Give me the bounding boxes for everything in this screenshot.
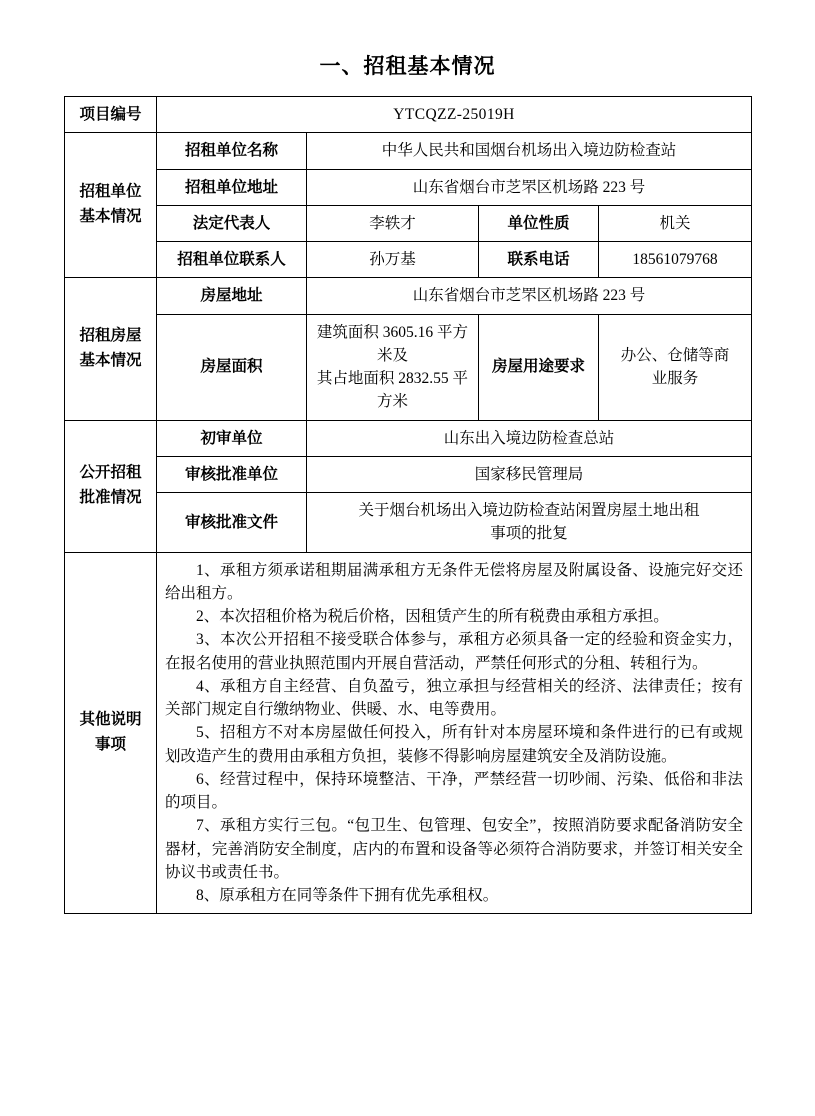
- house-use-value-line2: 业服务: [651, 370, 699, 387]
- landlord-name-value: 中华人民共和国烟台机场出入境边防检查站: [307, 133, 752, 169]
- table-row-legal-representative: [65, 205, 752, 241]
- project-code-value: YTCQZZ-25019H: [157, 97, 752, 133]
- legal-representative-value: 李轶才: [307, 205, 479, 241]
- house-address-label: 房屋地址: [157, 278, 307, 314]
- approval-document-line2: 事项的批复: [490, 525, 568, 543]
- house-use-value: [599, 314, 752, 420]
- contact-phone-value: 18561079768: [599, 242, 752, 278]
- landlord-section-label: [65, 133, 157, 278]
- table-row-first-review: [65, 420, 752, 456]
- approval-section-label-line1: 公开招租: [79, 464, 142, 482]
- house-address-value: 山东省烟台市芝罘区机场路 223 号: [307, 278, 752, 314]
- note-item: 3、本次公开招租不接受联合体参与，承租方必须具备一定的经验和资金实力，在报名使用的营业执照范围内开展自营活动，严禁任何形式的分租、转租行为。: [165, 631, 743, 672]
- table-row-house-area: [65, 314, 752, 420]
- house-section-label-line1: 招租房屋: [79, 327, 142, 345]
- table-row-project-code: [65, 97, 752, 133]
- approval-section-label-line2: 批准情况: [79, 489, 142, 506]
- project-code-label: 项目编号: [65, 97, 157, 133]
- contact-person-label: 招租单位联系人: [157, 242, 307, 278]
- house-area-label: 房屋面积: [157, 314, 307, 420]
- note-item: 2、本次招租价格为税后价格，因租赁产生的所有税费由承租方承担。: [196, 608, 669, 625]
- contact-phone-label: 联系电话: [479, 242, 599, 278]
- approval-document-line1: 关于烟台机场出入境边防检查站闲置房屋土地出租: [358, 502, 700, 519]
- page-title: 一、招租基本情况: [319, 54, 496, 78]
- landlord-address-value: 山东省烟台市芝罘区机场路 223 号: [307, 169, 752, 205]
- house-use-value-line1: 办公、仓储等商: [620, 346, 730, 364]
- house-section-label: [65, 278, 157, 420]
- landlord-name-label: 招租单位名称: [157, 133, 307, 169]
- house-area-line2: 其占地面积 2832.55 平方米: [316, 370, 469, 411]
- other-notes-label: [65, 552, 157, 914]
- table-row-landlord-name: [65, 133, 752, 169]
- first-review-label: 初审单位: [157, 420, 307, 456]
- note-item: 8、原承租方在同等条件下拥有优先承租权。: [196, 887, 499, 904]
- table-row-landlord-address: [65, 169, 752, 205]
- landlord-section-label-line1: 招租单位: [79, 183, 142, 201]
- table-row-contact: [65, 242, 752, 278]
- house-use-label: 房屋用途要求: [479, 314, 599, 420]
- note-item: 6、经营过程中，保持环境整洁、干净，严禁经营一切吵闹、污染、低俗和非法的项目。: [165, 770, 743, 811]
- landlord-section-label-line2: 基本情况: [79, 208, 142, 226]
- approval-section-label: [65, 420, 157, 552]
- approval-document-label: 审核批准文件: [157, 493, 307, 553]
- table-row-approval-document: [65, 493, 752, 553]
- unit-nature-value: 机关: [599, 205, 752, 241]
- note-item: 1、承租方须承诺租期届满承租方无条件无偿将房屋及附属设备、设施完好交还给出租方。: [165, 561, 743, 602]
- note-item: 4、承租方自主经营、自负盈亏，独立承担与经营相关的经济、法律责任；按有关部门规定自行缴纳物业、供暖、水、电等费用。: [165, 677, 743, 718]
- approver-value: 国家移民管理局: [307, 456, 752, 492]
- lease-info-table: [64, 96, 752, 914]
- first-review-value: 山东出入境边防检查总站: [307, 420, 752, 456]
- house-area-line1: 建筑面积 3605.16 平方米及: [316, 323, 469, 364]
- legal-representative-label: 法定代表人: [157, 205, 307, 241]
- approval-document-value: [307, 493, 752, 553]
- house-section-label-line2: 基本情况: [79, 351, 142, 369]
- approver-label: 审核批准单位: [157, 456, 307, 492]
- other-notes-content: [157, 552, 752, 914]
- table-row-approver: [65, 456, 752, 492]
- other-notes-label-line2: 事项: [94, 735, 126, 753]
- contact-person-value: 孙万基: [307, 242, 479, 278]
- note-item: 7、承租方实行三包。“包卫生、包管理、包安全”，按照消防要求配备消防安全器材，完善消防安全制度，店内的布置和设备等必须符合消防要求，并签订相关安全协议书或责任书。: [165, 817, 743, 881]
- table-row-other-notes: [65, 552, 752, 914]
- house-area-value: [307, 314, 479, 420]
- other-notes-label-line1: 其他说明: [79, 711, 142, 729]
- note-item: 5、招租方不对本房屋做任何投入，所有针对本房屋环境和条件进行的已有或规划改造产生的费用由承租方负担，装修不得影响房屋建筑安全及消防设施。: [165, 724, 743, 765]
- landlord-address-label: 招租单位地址: [157, 169, 307, 205]
- unit-nature-label: 单位性质: [479, 205, 599, 241]
- table-row-house-address: [65, 278, 752, 314]
